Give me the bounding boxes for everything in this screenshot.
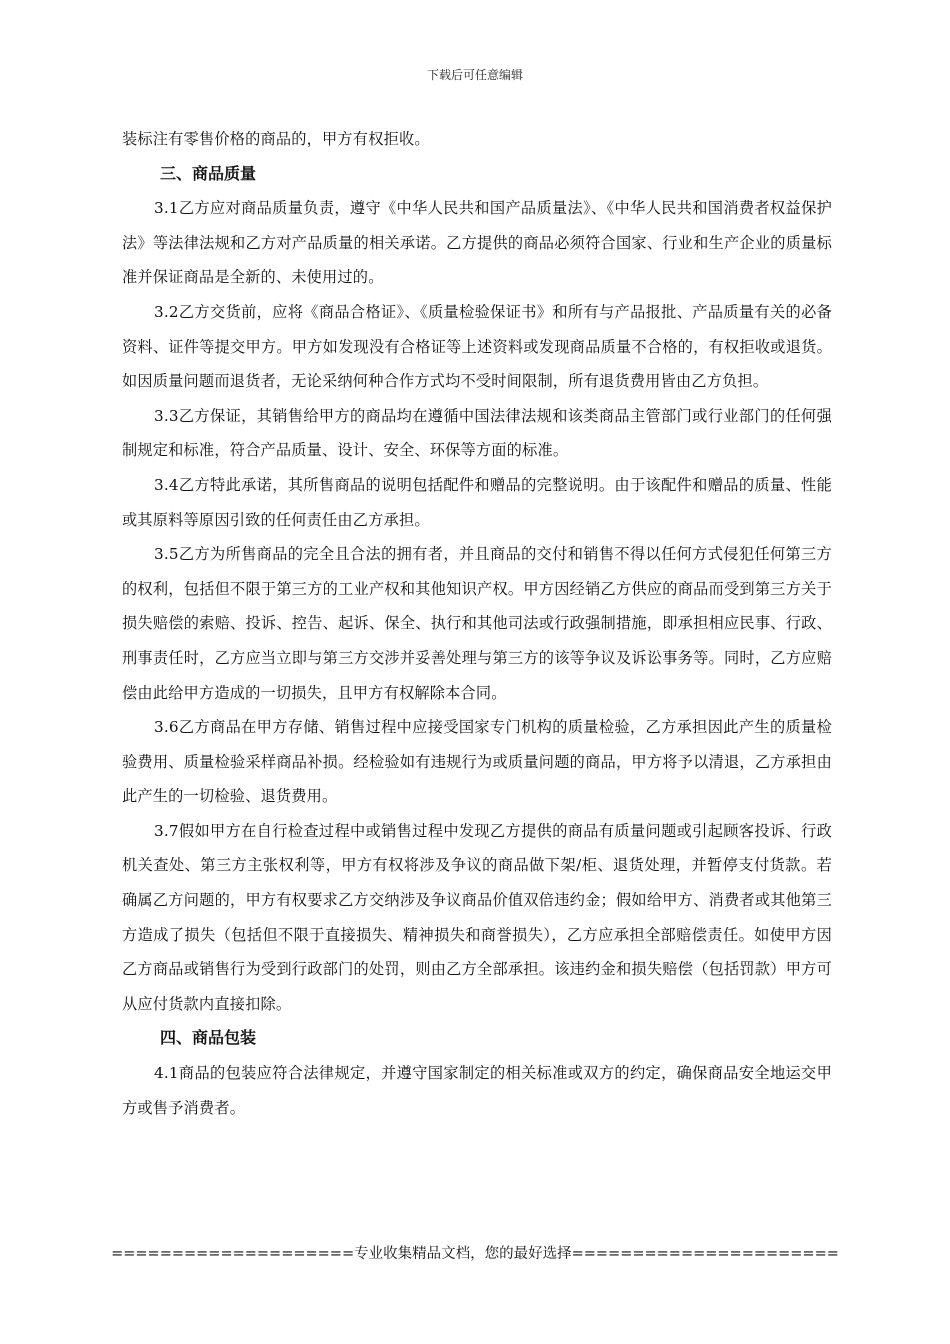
paragraph-continuation: 装标注有零售价格的商品的，甲方有权拒收。 [122,130,430,148]
section-heading-quality: 三、商品质量 [160,163,257,183]
header-note: 下载后可任意编辑 [426,68,523,82]
clause-3-6: 3.6乙方商品在甲方存储、销售过程中应接受国家专门机构的质量检验，乙方承担因此产生的质量检验费用、质量检验采样商品补损。经检验如有违规行为或质量问题的商品，甲方将予以清退，乙方承担由此产生的一切检验、退货费用。 [122,718,832,806]
clause-3-2: 3.2乙方交货前，应将《商品合格证》、《质量检验保证书》和所有与产品报批、产品质量有关的必备资料、证件等提交甲方。甲方如发现没有合格证等上述资料或发现商品质量不合格的，有权拒收或退货。如因质量问题而退货者，无论采纳何种合作方式均不受时间限制，所有退货费用皆由乙方负担。 [122,302,832,391]
document-body [122,122,832,1125]
clause-3-4: 3.4乙方特此承诺，其所售商品的说明包括配件和赠品的完整说明。由于该配件和赠品的质量、性能或其原料等原因引致的任何责任由乙方承担。 [122,475,832,529]
section-heading-packaging: 四、商品包装 [160,1028,257,1048]
clause-3-1: 3.1乙方应对商品质量负责，遵守《中华人民共和国产品质量法》、《中华人民共和国消费者权益保护法》等法律法规和乙方对产品质量的相关承诺。乙方提供的商品必须符合国家、行业和生产企业的质量标准并保证商品是全新的、未使用过的。 [122,199,832,287]
clause-3-5: 3.5乙方为所售商品的完全且合法的拥有者，并且商品的交付和销售不得以任何方式侵犯任何第三方的权利，包括但不限于第三方的工业产权和其他知识产权。甲方因经销乙方供应的商品而受到第三方关于损失赔偿的索赔、投诉、控告、起诉、保全、执行和其他司法或行政强制措施，即承担相应民事、行政、刑事责任时，乙方应当立即与第三方交涉并妥善处理与第三方的该等争议及诉讼事务等。同时，乙方应赔偿由此给甲方造成的一切损失，且甲方有权解除本合同。 [122,545,832,702]
clause-3-3: 3.3乙方保证，其销售给甲方的商品均在遵循中国法律法规和该类商品主管部门或行业部门的任何强制规定和标准，符合产品质量、设计、安全、环保等方面的标准。 [122,406,832,460]
clause-3-7: 3.7假如甲方在自行检查过程中或销售过程中发现乙方提供的商品有质量问题或引起顾客投诉、行政机关查处、第三方主张权利等，甲方有权将涉及争议的商品做下架/柜、退货处理，并暂停支付货款。若确属乙方问题的，甲方有权要求乙方交纳涉及争议商品价值双倍违约金；假如给甲方、消费者或其他第三方造成了损失（包括但不限于直接损失、精神损失和商誉损失），乙方应承担全部赔偿责任。如使甲方因乙方商品或销售行为受到行政部门的处罚，则由乙方全部承担。该违约金和损失赔偿（包括罚款）甲方可从应付货款内直接扣除。 [122,821,832,1013]
footer-banner: ====================专业收集精品文档，您的最好选择====================== [111,1246,839,1262]
clause-4-1: 4.1商品的包装应符合法律规定，并遵守国家制定的相关标准或双方的约定，确保商品安全地运交甲方或售予消费者。 [122,1064,832,1117]
